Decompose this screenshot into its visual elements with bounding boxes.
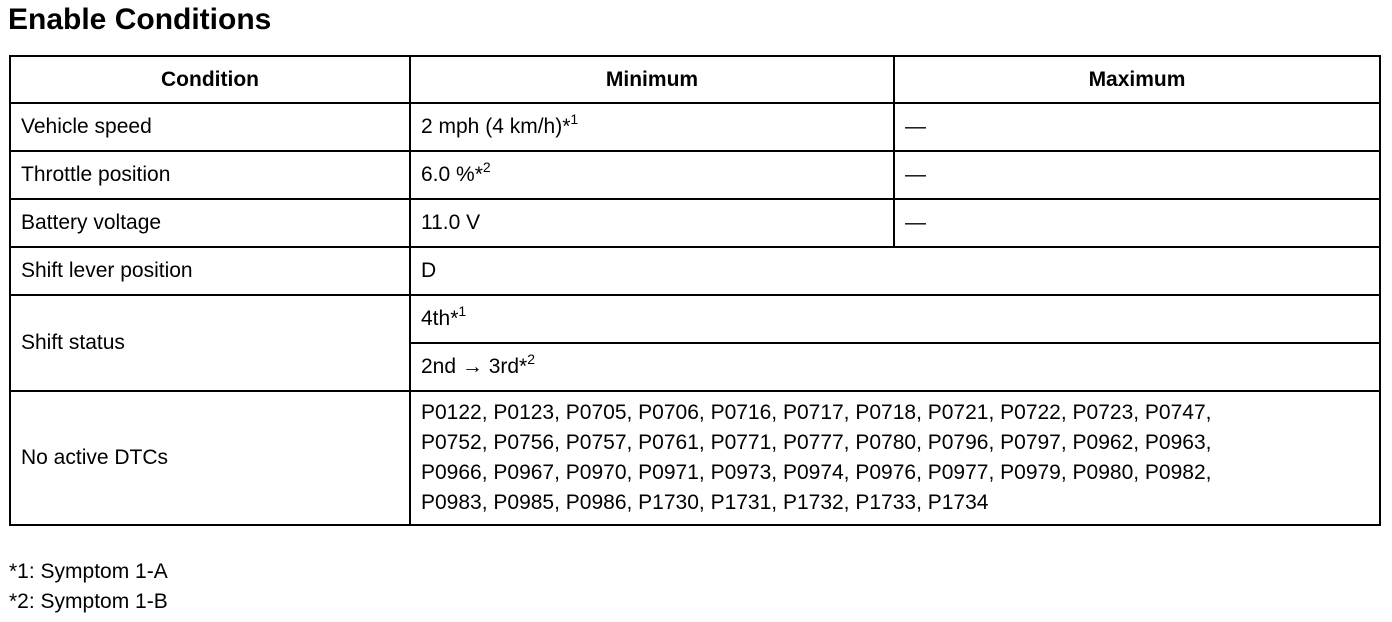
header-minimum: Minimum bbox=[410, 56, 894, 103]
dtc-line: P0122, P0123, P0705, P0706, P0716, P0717, P0718, P0721, P0722, P0723, P0747, bbox=[421, 401, 1212, 424]
dtc-line: P0752, P0756, P0757, P0761, P0771, P0777, P0780, P0796, P0797, P0962, P0963, bbox=[421, 431, 1212, 454]
footnote-ref: 1 bbox=[570, 111, 579, 127]
table-row bbox=[10, 151, 1380, 199]
minimum-value: 2 mph (4 km/h)* bbox=[421, 115, 571, 138]
footnote: *2: Symptom 1-B bbox=[9, 590, 168, 613]
header-maximum: Maximum bbox=[894, 56, 1380, 103]
minimum-cell: 11.0 V bbox=[410, 199, 894, 247]
minimum-cell bbox=[410, 103, 894, 151]
dtc-line: P0983, P0985, P0986, P1730, P1731, P1732, P1733, P1734 bbox=[421, 491, 989, 514]
footnote-ref: 2 bbox=[527, 351, 536, 367]
enable-conditions-table bbox=[9, 55, 1381, 526]
condition-cell: Throttle position bbox=[10, 151, 410, 199]
value-cell bbox=[410, 295, 1380, 343]
condition-cell: Shift lever position bbox=[10, 247, 410, 295]
footnote-ref: 2 bbox=[482, 159, 491, 175]
table-row bbox=[10, 103, 1380, 151]
table-row bbox=[10, 247, 1380, 295]
header-condition: Condition bbox=[10, 56, 410, 103]
footnotes bbox=[9, 557, 168, 617]
maximum-cell: — bbox=[894, 199, 1380, 247]
table-row bbox=[10, 391, 1380, 525]
minimum-value: 6.0 %* bbox=[421, 163, 483, 186]
dtc-line: P0966, P0967, P0970, P0971, P0973, P0974, P0976, P0977, P0979, P0980, P0982, bbox=[421, 461, 1212, 484]
shift-status-value: 2nd → 3rd* bbox=[421, 355, 528, 378]
maximum-cell: — bbox=[894, 103, 1380, 151]
footnote: *1: Symptom 1-A bbox=[9, 560, 168, 583]
condition-cell: No active DTCs bbox=[10, 391, 410, 525]
condition-cell: Battery voltage bbox=[10, 199, 410, 247]
shift-status-value: 4th* bbox=[421, 307, 459, 330]
maximum-cell: — bbox=[894, 151, 1380, 199]
dtc-list-cell bbox=[410, 391, 1380, 525]
table-row bbox=[10, 199, 1380, 247]
page-title: Enable Conditions bbox=[8, 3, 272, 36]
value-cell bbox=[410, 343, 1380, 391]
table-header-row bbox=[10, 56, 1380, 103]
condition-cell: Shift status bbox=[10, 295, 410, 391]
minimum-cell bbox=[410, 151, 894, 199]
value-cell: D bbox=[410, 247, 1380, 295]
footnote-ref: 1 bbox=[458, 303, 467, 319]
table-row bbox=[10, 295, 1380, 343]
condition-cell: Vehicle speed bbox=[10, 103, 410, 151]
